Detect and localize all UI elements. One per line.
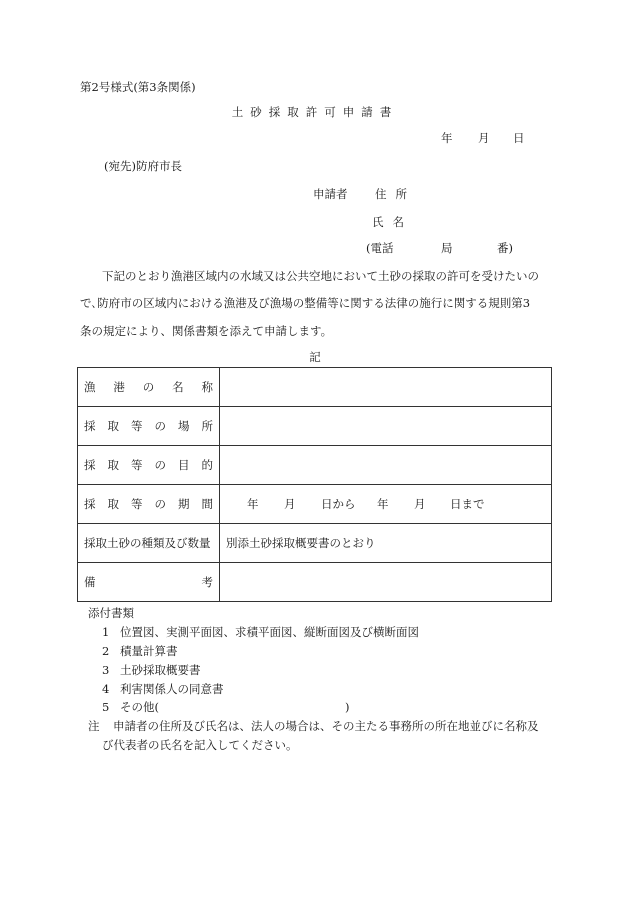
row-label-remarks bbox=[78, 563, 220, 602]
label-char: 採 bbox=[84, 458, 96, 472]
label-char: 間 bbox=[201, 497, 213, 511]
label-char: 取 bbox=[107, 419, 119, 433]
label-char: 場 bbox=[178, 419, 190, 433]
document-title: 土砂採取許可申請書 bbox=[231, 105, 399, 119]
body-line-2: で､防府市の区域内における漁港及び漁場の整備等に関する法律の施行に関する規則第3 bbox=[80, 296, 531, 310]
label-char: 称 bbox=[201, 380, 213, 394]
attachment-item: 位置図、実測平面図、求積平面図、縦断面図及び横断面図 bbox=[120, 625, 419, 639]
attachment-number: 2 bbox=[102, 644, 110, 658]
date-year-label: 年 bbox=[441, 131, 453, 145]
label-char: 等 bbox=[131, 497, 143, 511]
table-row bbox=[78, 368, 552, 407]
attachment-item: 土砂採取概要書 bbox=[120, 663, 201, 677]
period-month-to: 月 bbox=[414, 497, 426, 511]
attachments-heading: 添付書類 bbox=[88, 606, 134, 620]
form-number: 第2号様式(第3条関係) bbox=[80, 80, 196, 94]
attachment-item-other: その他( bbox=[120, 700, 159, 714]
label-char: の bbox=[142, 380, 155, 394]
body-line-3: 条の規定により、関係書類を添えて申請します。 bbox=[80, 324, 333, 338]
phone-label: (電話 bbox=[366, 241, 394, 255]
label-char: 等 bbox=[131, 458, 143, 472]
location-field[interactable] bbox=[220, 407, 552, 446]
row-label-port-name bbox=[78, 368, 220, 407]
note-line-2: び代表者の氏名を記入してください。 bbox=[102, 738, 298, 752]
label-char: の bbox=[154, 458, 166, 472]
port-name-field[interactable] bbox=[220, 368, 552, 407]
attachment-other-close: ) bbox=[345, 700, 350, 714]
date-month-label: 月 bbox=[478, 131, 490, 145]
label-char: 採 bbox=[84, 419, 96, 433]
table-row bbox=[78, 485, 552, 524]
attachment-number: 5 bbox=[102, 700, 110, 714]
row-label-soil-type-quantity bbox=[78, 524, 220, 563]
label-char: 等 bbox=[131, 419, 143, 433]
phone-number-label: 番) bbox=[497, 241, 513, 255]
purpose-field[interactable] bbox=[220, 446, 552, 485]
attachment-number: 1 bbox=[102, 625, 110, 639]
attachment-number: 4 bbox=[102, 682, 110, 696]
label-char: 取 bbox=[107, 497, 119, 511]
row-label-location bbox=[78, 407, 220, 446]
label-char: の bbox=[154, 497, 166, 511]
address-label: 住所 bbox=[375, 187, 416, 201]
addressee: (宛先)防府市長 bbox=[104, 159, 182, 173]
label-char: 名 bbox=[172, 380, 184, 394]
ki-heading: 記 bbox=[309, 350, 321, 364]
label-char: 的 bbox=[201, 458, 213, 472]
soil-type-quantity-field[interactable]: 別添土砂採取概要書のとおり bbox=[220, 524, 552, 563]
attachment-number: 3 bbox=[102, 663, 110, 677]
label-char: 目 bbox=[178, 458, 190, 472]
name-label: 氏名 bbox=[372, 215, 413, 229]
label-text: 採取土砂の種類及び数量 bbox=[84, 536, 211, 550]
period-month-from: 月 bbox=[284, 497, 296, 511]
applicant-label: 申請者 bbox=[313, 187, 348, 201]
label-char: 期 bbox=[178, 497, 190, 511]
period-field[interactable] bbox=[220, 485, 552, 524]
table-row bbox=[78, 524, 552, 563]
note-line-1: 申請者の住所及び氏名は、法人の場合は、その主たる事務所の所在地並びに名称及 bbox=[113, 719, 539, 733]
table-row bbox=[78, 563, 552, 602]
label-char: 漁 bbox=[84, 380, 96, 394]
row-label-period bbox=[78, 485, 220, 524]
period-year-from: 年 bbox=[247, 497, 259, 511]
row-label-purpose bbox=[78, 446, 220, 485]
label-char: 考 bbox=[201, 575, 213, 589]
label-char: 港 bbox=[113, 380, 125, 394]
label-char: 採 bbox=[84, 497, 96, 511]
note-mark: 注 bbox=[88, 719, 100, 733]
attachment-item: 利害関係人の同意書 bbox=[120, 682, 224, 696]
label-char: 所 bbox=[201, 419, 213, 433]
period-day-from: 日から bbox=[321, 497, 356, 511]
application-table bbox=[77, 367, 552, 602]
label-char: 備 bbox=[84, 575, 96, 589]
body-line-1: 下記のとおり漁港区域内の水域又は公共空地において土砂の採取の許可を受けたいの bbox=[102, 269, 539, 283]
label-char: 取 bbox=[107, 458, 119, 472]
attachment-item: 積量計算書 bbox=[120, 644, 178, 658]
label-char: の bbox=[154, 419, 166, 433]
period-day-to: 日まで bbox=[450, 497, 485, 511]
table-row bbox=[78, 407, 552, 446]
period-year-to: 年 bbox=[377, 497, 389, 511]
table-row bbox=[78, 446, 552, 485]
remarks-field[interactable] bbox=[220, 563, 552, 602]
date-day-label: 日 bbox=[513, 131, 525, 145]
phone-exchange-label: 局 bbox=[441, 241, 453, 255]
